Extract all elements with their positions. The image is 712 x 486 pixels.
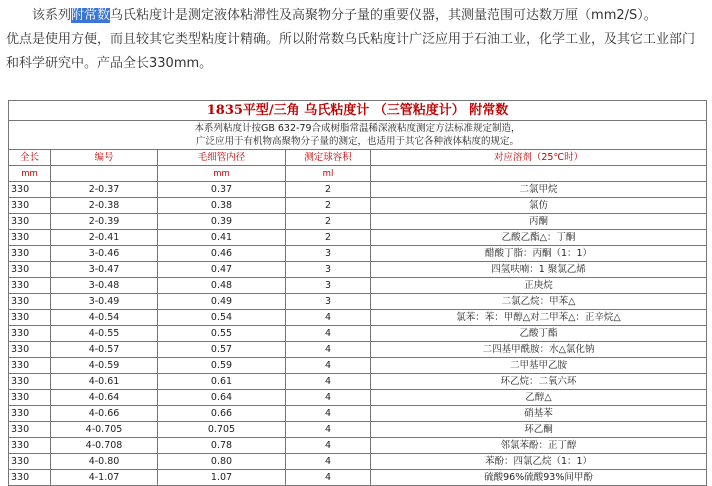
table-row: [9, 182, 707, 198]
table-title: 1835平型/三角 乌氏粘度计 （三管粘度计） 附常数: [9, 101, 707, 121]
description-line-2: 广泛应用于有机物高聚物分子量的测定，也适用于其它各种液体粘度的规定。: [196, 136, 520, 147]
table-row: [9, 470, 707, 486]
cell-capillary-diameter: 0.47: [158, 262, 286, 278]
cell-bulb-volume: 3: [286, 262, 371, 278]
table-row: [9, 230, 707, 246]
header-bulb-volume: 测定球容积: [286, 150, 371, 166]
cell-capillary-diameter: 0.37: [158, 182, 286, 198]
intro-paragraph-1: [6, 4, 706, 28]
cell-length: 330: [9, 374, 51, 390]
cell-code: 3-0.48: [51, 278, 158, 294]
cell-code: 4-1.07: [51, 470, 158, 486]
header-capillary-diameter: 毛细管内径: [158, 150, 286, 166]
cell-bulb-volume: 2: [286, 230, 371, 246]
cell-capillary-diameter: 0.61: [158, 374, 286, 390]
cell-solvent: 邻氯苯酚：正丁醇: [371, 438, 707, 454]
cell-code: 2-0.39: [51, 214, 158, 230]
header-solvent: 对应溶剂（25℃时）: [371, 150, 707, 166]
cell-length: 330: [9, 326, 51, 342]
cell-bulb-volume: 2: [286, 214, 371, 230]
cell-capillary-diameter: 0.54: [158, 310, 286, 326]
cell-solvent: 醋酸丁脂：丙酮（1：1）: [371, 246, 707, 262]
table-description-row: [9, 121, 707, 150]
cell-length: 330: [9, 406, 51, 422]
table-row: [9, 374, 707, 390]
table-row: [9, 406, 707, 422]
cell-solvent: 二四基甲酰胺：水△氯化钠: [371, 342, 707, 358]
table-row: [9, 246, 707, 262]
cell-code: 4-0.54: [51, 310, 158, 326]
cell-bulb-volume: 4: [286, 406, 371, 422]
cell-solvent: 乙酸丁酯: [371, 326, 707, 342]
cell-capillary-diameter: 0.41: [158, 230, 286, 246]
cell-length: 330: [9, 470, 51, 486]
cell-solvent: 硝基苯: [371, 406, 707, 422]
cell-code: 3-0.46: [51, 246, 158, 262]
unit-bulb-volume: ml: [286, 166, 371, 182]
cell-capillary-diameter: 0.57: [158, 342, 286, 358]
viscometer-table: [8, 100, 707, 486]
cell-solvent: 正庚烷: [371, 278, 707, 294]
table-row: [9, 358, 707, 374]
intro-pre: 该系列: [32, 8, 72, 23]
cell-length: 330: [9, 310, 51, 326]
cell-bulb-volume: 4: [286, 454, 371, 470]
cell-capillary-diameter: 0.48: [158, 278, 286, 294]
cell-capillary-diameter: 0.49: [158, 294, 286, 310]
cell-solvent: 环乙烷：二氧六环: [371, 374, 707, 390]
cell-solvent: 环乙酮: [371, 422, 707, 438]
cell-code: 4-0.66: [51, 406, 158, 422]
cell-code: 4-0.57: [51, 342, 158, 358]
cell-code: 3-0.47: [51, 262, 158, 278]
cell-length: 330: [9, 246, 51, 262]
cell-capillary-diameter: 0.39: [158, 214, 286, 230]
cell-bulb-volume: 4: [286, 374, 371, 390]
cell-bulb-volume: 2: [286, 182, 371, 198]
cell-code: 4-0.64: [51, 390, 158, 406]
cell-solvent: 氯苯：苯：甲醇△对二甲苯△：正辛烷△: [371, 310, 707, 326]
cell-length: 330: [9, 454, 51, 470]
cell-capillary-diameter: 0.66: [158, 406, 286, 422]
unit-capillary-diameter: mm: [158, 166, 286, 182]
cell-bulb-volume: 4: [286, 470, 371, 486]
cell-code: 4-0.55: [51, 326, 158, 342]
table-row: [9, 342, 707, 358]
cell-code: 4-0.708: [51, 438, 158, 454]
cell-code: 2-0.37: [51, 182, 158, 198]
intro-post: 乌氏粘度计是测定液体粘滞性及高聚物分子量的重要仪器，其测量范围可达数万厘（mm2/S）。: [110, 8, 657, 23]
cell-length: 330: [9, 438, 51, 454]
cell-bulb-volume: 4: [286, 310, 371, 326]
cell-solvent: 四氢呋喃：1 聚氯乙烯: [371, 262, 707, 278]
cell-length: 330: [9, 214, 51, 230]
cell-capillary-diameter: 0.38: [158, 198, 286, 214]
cell-code: 2-0.41: [51, 230, 158, 246]
cell-capillary-diameter: 1.07: [158, 470, 286, 486]
table-row: [9, 198, 707, 214]
cell-solvent: 乙醇△: [371, 390, 707, 406]
cell-bulb-volume: 4: [286, 390, 371, 406]
selected-text-highlight[interactable]: 附常数: [71, 8, 111, 23]
cell-capillary-diameter: 0.55: [158, 326, 286, 342]
cell-bulb-volume: 3: [286, 278, 371, 294]
cell-length: 330: [9, 230, 51, 246]
table-row: [9, 278, 707, 294]
cell-bulb-volume: 4: [286, 342, 371, 358]
cell-capillary-diameter: 0.80: [158, 454, 286, 470]
cell-length: 330: [9, 390, 51, 406]
table-row: [9, 310, 707, 326]
cell-bulb-volume: 4: [286, 422, 371, 438]
cell-solvent: 二氯乙烷：甲苯△: [371, 294, 707, 310]
cell-solvent: 苯酚：四氯乙烷（1：1）: [371, 454, 707, 470]
cell-solvent: 丙酮: [371, 214, 707, 230]
cell-bulb-volume: 4: [286, 326, 371, 342]
cell-code: 3-0.49: [51, 294, 158, 310]
cell-length: 330: [9, 358, 51, 374]
cell-bulb-volume: 4: [286, 438, 371, 454]
intro-paragraph-2: 优点是使用方便，而且较其它类型粘度计精确。所以附常数乌氏粘度计广泛应用于石油工业，化学工业，及其它工业部门和科学研究中。产品全长330mm。: [6, 32, 696, 71]
cell-code: 4-0.61: [51, 374, 158, 390]
cell-bulb-volume: 2: [286, 198, 371, 214]
cell-solvent: 乙酸乙酯△：丁酮: [371, 230, 707, 246]
cell-solvent: 二氯甲烷: [371, 182, 707, 198]
table-row: [9, 438, 707, 454]
units-row: [9, 166, 707, 182]
cell-length: 330: [9, 422, 51, 438]
unit-length: mm: [9, 166, 51, 182]
table-row: [9, 422, 707, 438]
description-line-1: 本系列粘度计按GB 632-79合成树脂常温稀深液粘度测定方法标准规定制造，: [194, 123, 521, 134]
header-length: 全长: [9, 150, 51, 166]
cell-code: 4-0.80: [51, 454, 158, 470]
cell-length: 330: [9, 182, 51, 198]
table-row: [9, 390, 707, 406]
cell-length: 330: [9, 198, 51, 214]
header-row: [9, 150, 707, 166]
table-description: [9, 121, 707, 150]
cell-solvent: 二甲基甲乙胺: [371, 358, 707, 374]
cell-code: 2-0.38: [51, 198, 158, 214]
table-row: [9, 326, 707, 342]
cell-bulb-volume: 3: [286, 246, 371, 262]
cell-bulb-volume: 4: [286, 358, 371, 374]
table-row: [9, 262, 707, 278]
cell-length: 330: [9, 294, 51, 310]
cell-solvent: 氯仿: [371, 198, 707, 214]
table-row: [9, 294, 707, 310]
cell-length: 330: [9, 342, 51, 358]
cell-bulb-volume: 3: [286, 294, 371, 310]
header-code: 编号: [51, 150, 158, 166]
cell-capillary-diameter: 0.59: [158, 358, 286, 374]
cell-length: 330: [9, 262, 51, 278]
unit-solvent: [371, 166, 707, 182]
cell-capillary-diameter: 0.64: [158, 390, 286, 406]
cell-code: 4-0.59: [51, 358, 158, 374]
cell-capillary-diameter: 0.78: [158, 438, 286, 454]
intro-text: [6, 4, 706, 76]
table-title-row: [9, 101, 707, 121]
unit-code: [51, 166, 158, 182]
cell-capillary-diameter: 0.705: [158, 422, 286, 438]
table-row: [9, 214, 707, 230]
table-row: [9, 454, 707, 470]
cell-length: 330: [9, 278, 51, 294]
cell-capillary-diameter: 0.46: [158, 246, 286, 262]
cell-code: 4-0.705: [51, 422, 158, 438]
cell-solvent: 硫酸96%硫酸93%间甲酚: [371, 470, 707, 486]
